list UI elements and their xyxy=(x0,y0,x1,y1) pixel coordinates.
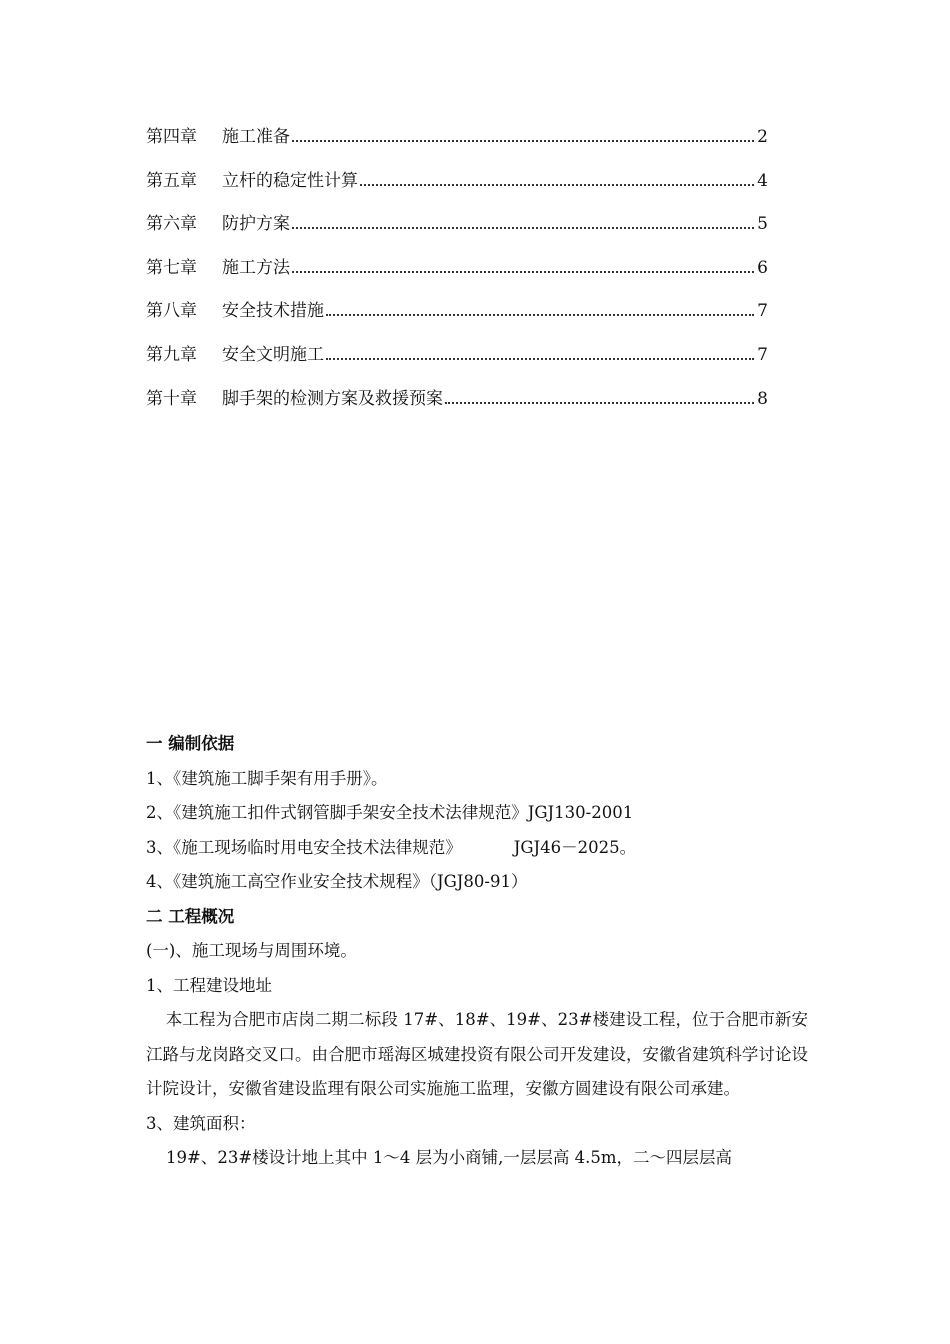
toc-leader xyxy=(292,140,754,142)
toc-leader xyxy=(445,402,754,404)
reference-item: 2、《建筑施工扣件式钢管脚手架安全技术法律规范》JGJ130-2001 xyxy=(146,803,634,822)
toc-chapter: 第六章 xyxy=(146,214,197,235)
table-of-contents xyxy=(146,122,768,427)
paragraph: 19#、23#楼设计地上其中 1～4 层为小商铺,一层层高 4.5m，二～四层层高 xyxy=(166,1148,733,1167)
toc-leader xyxy=(292,227,754,229)
reference-title: 3、《施工现场临时用电安全技术法律规范》 xyxy=(146,837,462,857)
toc-page-number: 7 xyxy=(757,301,768,322)
toc-title: 立杆的稳定性计算 xyxy=(222,170,358,191)
toc-entry[interactable] xyxy=(146,296,768,340)
toc-entry[interactable] xyxy=(146,166,768,210)
document-body xyxy=(146,727,808,1176)
toc-title: 防护方案 xyxy=(222,214,290,235)
toc-entry[interactable] xyxy=(146,122,768,166)
toc-leader xyxy=(360,184,754,186)
toc-leader xyxy=(326,358,754,360)
toc-page-number: 4 xyxy=(757,170,768,191)
toc-chapter: 第九章 xyxy=(146,344,197,365)
toc-page-number: 8 xyxy=(757,388,768,409)
toc-leader xyxy=(292,271,754,273)
reference-code: JGJ46－2025。 xyxy=(513,837,637,857)
toc-title: 施工准备 xyxy=(222,127,290,147)
toc-leader xyxy=(326,314,754,316)
reference-item xyxy=(146,831,808,866)
paragraph: 本工程为合肥市店岗二期二标段 17#、18#、19#、23#楼建设工程，位于合肥市新安江路与龙岗路交叉口。由合肥市瑶海区城建投资有限公司开发建设，安徽省建筑科学讨论设计院设计，安徽省建设监理有限公司实施施工监理，安徽方圆建设有限公司承建。 xyxy=(146,1010,808,1098)
toc-page-number: 7 xyxy=(757,344,768,365)
toc-chapter: 第十章 xyxy=(146,388,197,409)
toc-entry[interactable] xyxy=(146,209,768,253)
toc-title: 安全技术措施 xyxy=(222,301,324,322)
toc-entry[interactable] xyxy=(146,384,768,428)
toc-entry[interactable] xyxy=(146,253,768,297)
toc-entry[interactable] xyxy=(146,340,768,384)
toc-title: 施工方法 xyxy=(222,257,290,278)
reference-item: 1、《建筑施工脚手架有用手册》。 xyxy=(146,768,388,788)
toc-chapter: 第七章 xyxy=(146,257,197,278)
toc-chapter: 第五章 xyxy=(146,170,197,191)
toc-chapter: 第四章 xyxy=(146,127,197,147)
list-item: 1、工程建设地址 xyxy=(146,975,272,995)
section-heading: 一 编制依据 xyxy=(146,734,235,753)
toc-title: 安全文明施工 xyxy=(222,344,324,365)
section-heading: 二 工程概况 xyxy=(146,906,235,926)
reference-item: 4、《建筑施工高空作业安全技术规程》（JGJ80-91） xyxy=(146,872,528,891)
toc-page-number: 5 xyxy=(757,214,768,235)
toc-page-number: 2 xyxy=(757,127,768,147)
list-item: 3、建筑面积： xyxy=(146,1113,256,1133)
subsection-heading: (一)、施工现场与周围环境。 xyxy=(146,941,357,960)
toc-page-number: 6 xyxy=(757,257,768,278)
toc-title: 脚手架的检测方案及救援预案 xyxy=(222,388,443,409)
toc-chapter: 第八章 xyxy=(146,301,197,322)
